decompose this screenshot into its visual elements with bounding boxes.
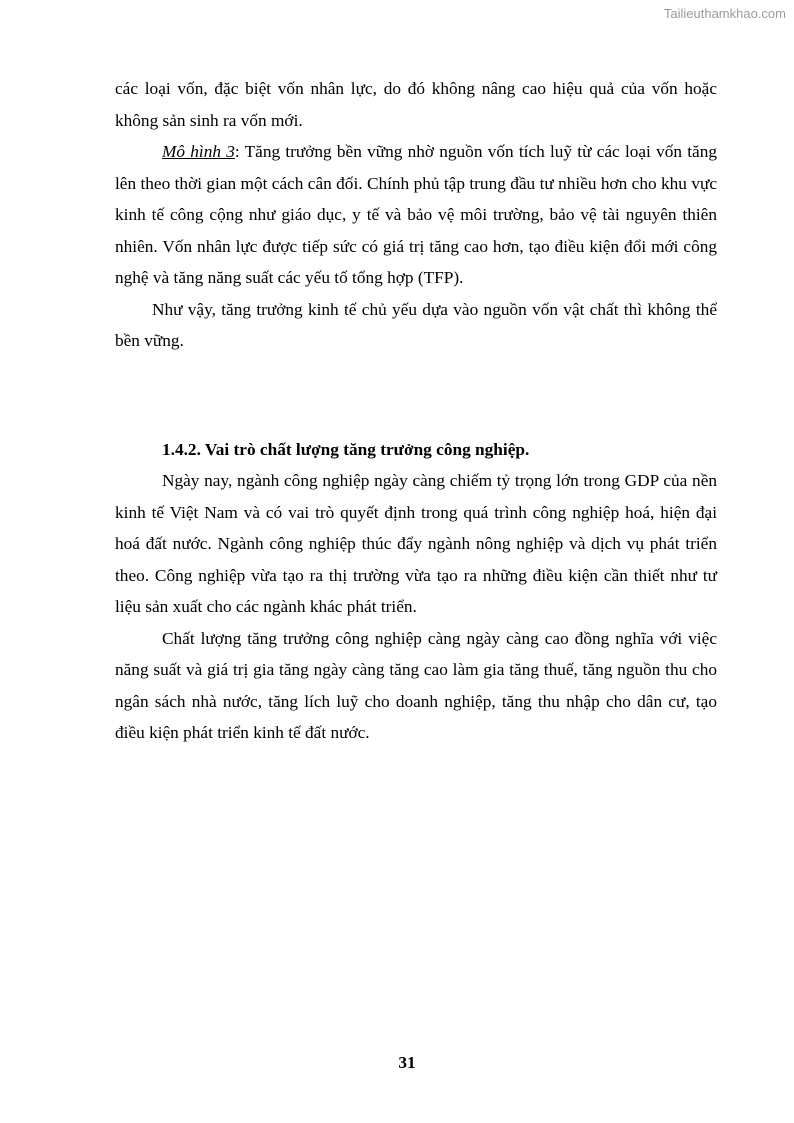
section-heading: 1.4.2. Vai trò chất lượng tăng trưởng công nghiệp. bbox=[162, 439, 530, 459]
paragraph-continued: các loại vốn, đặc biệt vốn nhân lực, do đó không nâng cao hiệu quả của vốn hoặc không sản sinh ra vốn mới. bbox=[115, 79, 717, 130]
section-paragraph-1: Ngày nay, ngành công nghiệp ngày càng chiếm tỷ trọng lớn trong GDP của nền kinh tế Việt Nam và có vai trò quyết định trong quá trình công nghiệp hoá, hiện đại hoá đất nước. Ngành công nghiệp thúc đẩy ngành nông nghiệp và dịch vụ phát triển theo. Công nghiệp vừa tạo ra thị trường vừa tạo ra những điều kiện cần thiết như tư liệu sản xuất cho các ngành khác phát triển. bbox=[115, 471, 717, 616]
section-paragraph-2: Chất lượng tăng trưởng công nghiệp càng ngày càng cao đồng nghĩa với việc năng suất và giá trị gia tăng ngày càng tăng cao làm gia tăng thuế, tăng nguồn thu cho ngân sách nhà nước, tăng lích luỹ cho doanh nghiệp, tăng thu nhập cho dân cư, tạo điều kiện phát triển kinh tế đất nước. bbox=[115, 628, 717, 742]
document-body bbox=[115, 73, 717, 749]
model-3-label: Mô hình 3 bbox=[162, 142, 235, 161]
paragraph-model-3 bbox=[115, 136, 717, 294]
page-number: 31 bbox=[398, 1053, 416, 1072]
paragraph-conclusion: Như vậy, tăng trưởng kinh tế chủ yếu dựa vào nguồn vốn vật chất thì không thể bền vững. bbox=[115, 299, 717, 350]
model-3-text: : Tăng trưởng bền vững nhờ nguồn vốn tích luỹ từ các loại vốn tăng lên theo thời gian một cách cân đối. Chính phủ tập trung đầu tư nhiều hơn cho khu vực kinh tế công cộng như giáo dục, y tế và bảo vệ môi trường, bảo vệ tài nguyên thiên nhiên. Vốn nhân lực được tiếp sức có giá trị tăng cao hơn, tạo điều kiện đổi mới công nghệ và tăng năng suất các yếu tố tổng hợp (TFP). bbox=[115, 142, 718, 287]
watermark: Tailieuthamkhao.com bbox=[663, 6, 786, 21]
spacer bbox=[115, 357, 717, 388]
